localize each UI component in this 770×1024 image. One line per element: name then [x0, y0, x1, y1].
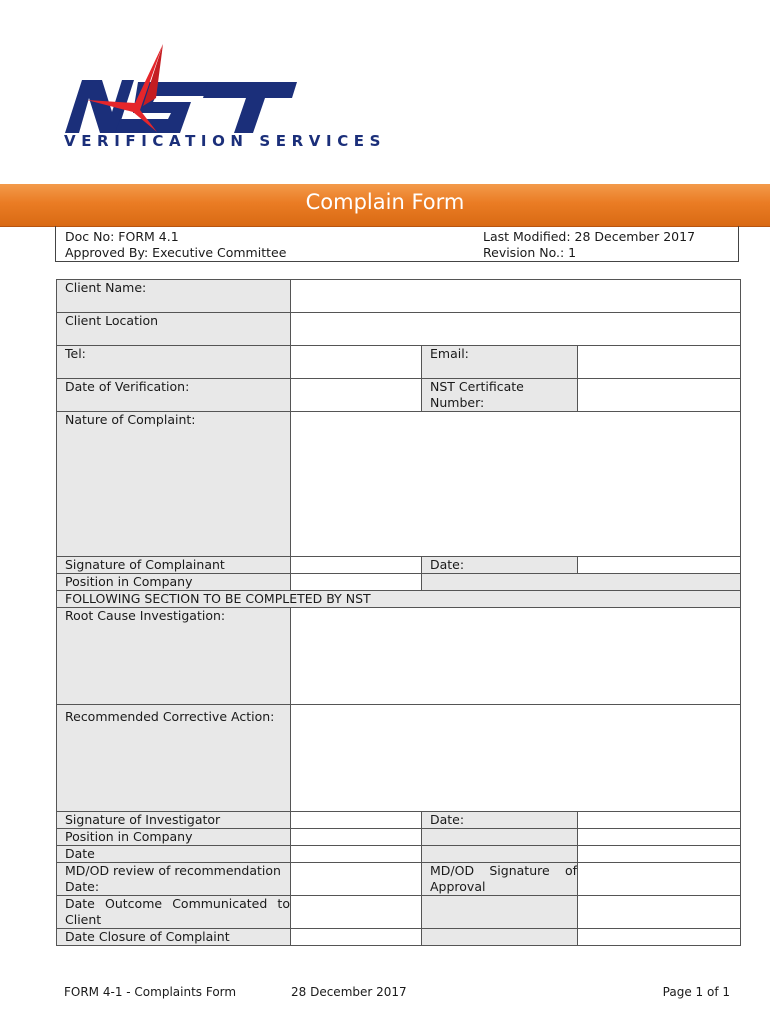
complainant-date-label: Date: — [422, 557, 578, 574]
investigation-date-label: Date — [57, 846, 291, 863]
complainant-position-field[interactable] — [291, 574, 422, 591]
mdod-review-label — [57, 863, 291, 896]
root-cause-field[interactable] — [291, 608, 741, 705]
complainant-position-blank — [422, 574, 741, 591]
investigation-date-extra[interactable] — [578, 846, 741, 863]
table-row — [57, 557, 741, 574]
nature-of-complaint-label: Nature of Complaint: — [57, 412, 291, 557]
logo-tagline: VERIFICATION SERVICES — [64, 132, 387, 150]
table-row — [57, 574, 741, 591]
investigator-date-field[interactable] — [578, 812, 741, 829]
date-of-verification-field[interactable] — [291, 379, 422, 412]
last-modified: Last Modified: 28 December 2017 — [483, 229, 696, 244]
client-location-field[interactable] — [291, 313, 741, 346]
investigator-position-label: Position in Company — [57, 829, 291, 846]
mdod-signature-label — [422, 863, 578, 896]
mdod-signature-label-line1: MD/OD Signature of — [430, 863, 577, 878]
investigator-position-blank — [422, 829, 578, 846]
investigation-date-blank — [422, 846, 578, 863]
table-row — [57, 591, 741, 608]
mdod-review-field[interactable] — [291, 863, 422, 896]
table-row — [57, 863, 741, 896]
approved-by: Approved By: Executive Committee — [65, 245, 287, 260]
signature-of-investigator-label: Signature of Investigator — [57, 812, 291, 829]
closure-date-label: Date Closure of Complaint — [57, 929, 291, 946]
client-location-label: Client Location — [57, 313, 291, 346]
mdod-review-label-line1: MD/OD review of recommendation — [65, 863, 281, 878]
footer-date: 28 December 2017 — [291, 985, 407, 999]
recommended-action-label: Recommended Corrective Action: — [57, 705, 291, 812]
table-row — [57, 929, 741, 946]
table-row — [57, 346, 741, 379]
signature-of-complainant-field[interactable] — [291, 557, 422, 574]
title-banner — [0, 184, 770, 227]
complaint-form-table — [56, 279, 741, 946]
nst-logo-mark — [60, 40, 310, 135]
table-row — [57, 705, 741, 812]
nst-section-header: FOLLOWING SECTION TO BE COMPLETED BY NST — [57, 591, 741, 608]
footer-form-name: FORM 4-1 - Complaints Form — [64, 985, 237, 999]
table-row — [57, 829, 741, 846]
footer-page-number: Page 1 of 1 — [662, 985, 730, 999]
email-label: Email: — [422, 346, 578, 379]
investigator-position-extra[interactable] — [578, 829, 741, 846]
outcome-communicated-extra[interactable] — [578, 896, 741, 929]
mdod-signature-label-line2: Approval — [430, 879, 486, 894]
tel-field[interactable] — [291, 346, 422, 379]
signature-of-complainant-label: Signature of Complainant — [57, 557, 291, 574]
investigator-position-field[interactable] — [291, 829, 422, 846]
outcome-communicated-label-line1: Date Outcome Communicated to — [65, 896, 290, 911]
email-field[interactable] — [578, 346, 741, 379]
table-row — [57, 379, 741, 412]
outcome-communicated-field[interactable] — [291, 896, 422, 929]
complainant-position-label: Position in Company — [57, 574, 291, 591]
table-row — [57, 846, 741, 863]
doc-number: Doc No: FORM 4.1 — [65, 229, 179, 244]
investigator-date-label: Date: — [422, 812, 578, 829]
table-row — [57, 896, 741, 929]
client-name-label: Client Name: — [57, 280, 291, 313]
closure-date-field[interactable] — [291, 929, 422, 946]
nst-certificate-field[interactable] — [578, 379, 741, 412]
table-row — [57, 608, 741, 705]
client-name-field[interactable] — [291, 280, 741, 313]
complainant-date-field[interactable] — [578, 557, 741, 574]
outcome-communicated-label-line2: Client — [65, 912, 102, 927]
date-of-verification-label: Date of Verification: — [57, 379, 291, 412]
revision-number: Revision No.: 1 — [483, 245, 577, 260]
nst-certificate-label-line2: Number: — [430, 395, 485, 410]
form-title: Complain Form — [305, 190, 465, 214]
closure-date-extra[interactable] — [578, 929, 741, 946]
investigation-date-field[interactable] — [291, 846, 422, 863]
outcome-communicated-blank — [422, 896, 578, 929]
table-row — [57, 313, 741, 346]
root-cause-label: Root Cause Investigation: — [57, 608, 291, 705]
document-info — [55, 226, 739, 262]
mdod-signature-field[interactable] — [578, 863, 741, 896]
tel-label: Tel: — [57, 346, 291, 379]
table-row — [57, 412, 741, 557]
table-row — [57, 812, 741, 829]
nst-certificate-label-line1: NST Certificate — [430, 379, 524, 394]
recommended-action-field[interactable] — [291, 705, 741, 812]
outcome-communicated-label — [57, 896, 291, 929]
nst-certificate-label — [422, 379, 578, 412]
table-row — [57, 280, 741, 313]
nature-of-complaint-field[interactable] — [291, 412, 741, 557]
signature-of-investigator-field[interactable] — [291, 812, 422, 829]
nst-logo — [60, 40, 387, 155]
closure-date-blank — [422, 929, 578, 946]
mdod-review-label-line2: Date: — [65, 879, 100, 894]
